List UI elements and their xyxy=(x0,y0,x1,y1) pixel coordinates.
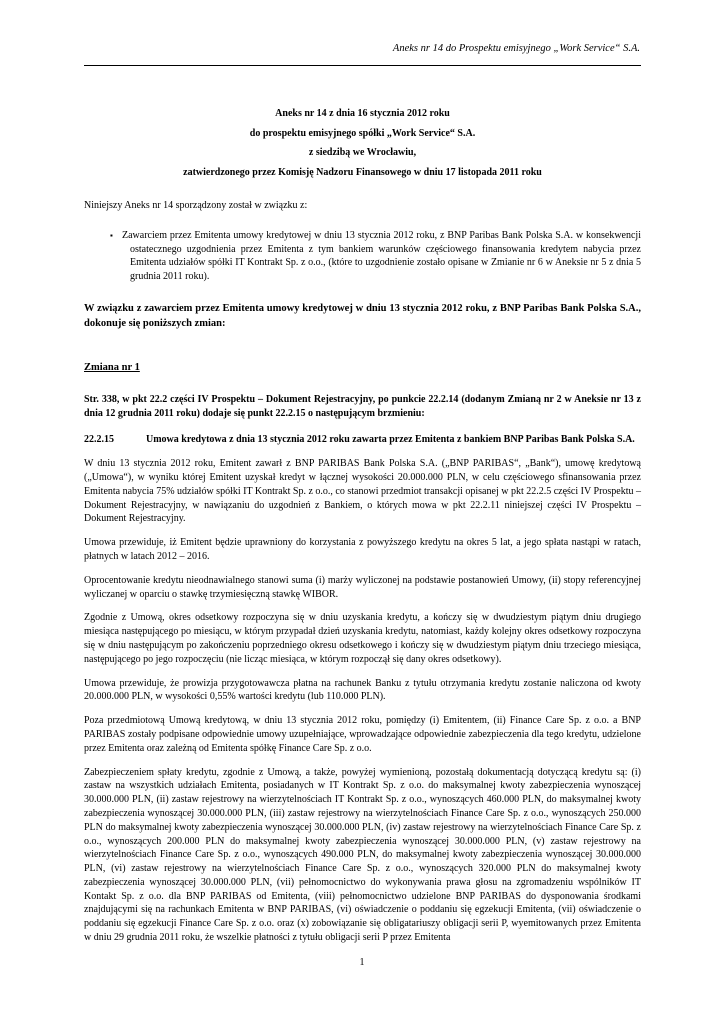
bullet-item xyxy=(84,229,641,284)
title-line-4: zatwierdzonego przez Komisję Nadzoru Finansowego w dniu 17 listopada 2011 roku xyxy=(183,166,542,178)
title-block xyxy=(84,104,641,182)
paragraph-2: Umowa przewiduje, iż Emitent będzie uprawniony do korzystania z powyższego kredytu na okres 5 lat, a jego spłata nastąpi w ratach, płatnych w latach 2012 – 2016. xyxy=(84,537,641,562)
changes-statement: W związku z zawarciem przez Emitenta umowy kredytowej w dniu 13 stycznia 2012 roku, z BNP Paribas Bank Polska S.A., dokonuje się poniższych zmian: xyxy=(84,302,641,329)
bullet-text: Zawarciem przez Emitenta umowy kredytowej w dniu 13 stycznia 2012 roku, z BNP Paribas Bank Polska S.A. w konsekwencji ostatecznego uzgodnienia przez Emitenta z tym bankiem warunków częściowego finansowania kredytem nabycia przez Emitenta udziałów spółki IT Kontrakt Sp. z o.o., (które to uzgodnienie zostało opisane w Zmianie nr 6 w Aneksie nr 5 z dnia 5 grudnia 2011 roku). xyxy=(122,229,641,283)
paragraph-3: Oprocentowanie kredytu nieodnawialnego stanowi suma (i) marży wyliczonej na podstawie postanowień Umowy, (ii) stopy referencyjnej wyliczanej w oparciu o stawkę trzymiesięczną stawkę WIBOR. xyxy=(84,574,641,600)
section-heading xyxy=(84,433,641,447)
square-bullet-icon: ▪ xyxy=(110,230,113,240)
paragraph-1: W dniu 13 stycznia 2012 roku, Emitent zawarł z BNP PARIBAS Bank Polska S.A. („BNP PARIBAS“, „Bank“), umowę kredytową („Umowa“), w wyniku której Emitent uzyskał kredyt w łącznej wysokości 20.000.000 PLN, w celu częściowego sfinansowania przez Emitenta nabycia 75% udziałów spółki IT Kontrakt Sp. z o.o., co stanowi przedmiot transakcji opisanej w pkt 22.2.5 części IV Prospektu – Dokument Rejestracyjny, w nawiązaniu do uzgodnień z Bankiem, o których mowa w pkt 22.2.11 niniejszej części IV Prospektu – Dokument Rejestracyjny. xyxy=(84,458,642,525)
intro-paragraph: Niniejszy Aneks nr 14 sporządzony został w związku z: xyxy=(84,200,308,211)
paragraph-6: Poza przedmiotową Umową kredytową, w dniu 13 stycznia 2012 roku, pomiędzy (i) Emitentem, (ii) Finance Care Sp. z o.o. a BNP PARIBAS zostały podpisane odpowiednie umowy uzupełniające, wprowadzające odpowiednie zabezpieczenia dla tego kredytu, udzielone przez Emitenta oraz zależną od Emitenta spółkę Finance Care Sp. z o.o. xyxy=(84,715,641,754)
header-rule xyxy=(84,65,641,66)
change-heading: Zmiana nr 1 xyxy=(84,361,140,373)
title-line-1: Aneks nr 14 z dnia 16 stycznia 2012 roku xyxy=(275,108,450,119)
section-title: Umowa kredytowa z dnia 13 stycznia 2012 roku zawarta przez Emitenta z bankiem BNP Paribas Bank Polska S.A. xyxy=(146,434,635,446)
running-header: Aneks nr 14 do Prospektu emisyjnego „Work Service“ S.A. xyxy=(392,43,640,54)
paragraph-4: Zgodnie z Umową, okres odsetkowy rozpoczyna się w dniu uzyskania kredytu, a kończy się w dwudziestym piątym dniu drugiego miesiąca następującego po miesiącu, w którym przypadał dzień uzyskania kredytu, natomiast, każdy kolejny okres odsetkowy rozpoczyna się w dniu następującym po zakończeniu poprzedniego okresu odsetkowego i kończy się w dwudziestym piątym dniu trzeciego miesiąca, następującego po jego rozpoczęciu (nie licząc miesiąca, w którym rozpoczął się dany okres odsetkowy). xyxy=(84,612,641,665)
section-number: 22.2.15 xyxy=(84,434,114,446)
paragraph-7: Zabezpieczeniem spłaty kredytu, zgodnie z Umową, a także, powyżej wymienioną, pozostałą dokumentacją dotyczącą kredytu są: (i) zastaw na wszystkich udziałach Emitenta, posiadanych w IT Kontrakt Sp. z o.o. do maksymalnej kwoty zabezpieczenia wynoszącej 30.000.000 PLN, (ii) zastaw rejestrowy na wierzytelnościach IT Kontrakt Sp. z o.o., wynoszących 460.000 PLN, do maksymalnej kwoty zabezpieczenia wynoszącej 30.000.000 PLN, (iii) zastaw rejestrowy na wierzytelnościach Finance Care Sp. z o.o., wynoszących 250.000 PLN do maksymalnej kwoty zabezpieczenia wynoszącej 30.000.000 PLN, (iv) zastaw rejestrowy na wierzytelnościach Finance Care Sp. z o.o., wynoszących 200.000 PLN do maksymalnej kwoty zabezpieczenia wynoszącej 30.000.000 PLN, (v) zastaw rejestrowy na wierzytelnościach Finance Care Sp. z o.o., wynoszących 490.000 PLN, do maksymalnej kwoty zabezpieczenia wynoszącej 30.000.000 PLN, (vi) zastaw rejestrowy na wierzytelnościach Finance Care Sp. z o.o., wynoszących 320.000 PLN do maksymalnej kwoty zabezpieczenia wynoszącej 30.000.000 PLN, (vii) pełnomocnictwo do wykonywania prawa głosu na zgromadzeniu wspólników IT Kontakt Sp. z o.o. dla BNP PARIBAS od Emitenta, (viii) pełnomocnictwo udzielone BNP PARIBAS do dysponowania środkami znajdującymi się na rachunkach Emitenta w BNP PARIBAS, (vi) oświadczenie o poddaniu się egzekucji Emitenta, (vii) oświadczenie o poddaniu się egzekucji Finance Care Sp. z o.o. oraz (x) zobowiązanie się obligatariuszy obligacji serii P, wyemitowanych przez Emitenta w dniu 29 grudnia 2011 roku, że wszelkie płatności z tytułu obligacji serii P przez Emitenta xyxy=(84,766,641,944)
document-body xyxy=(84,199,641,955)
change-location-paragraph: Str. 338, w pkt 22.2 części IV Prospektu – Dokument Rejestracyjny, po punkcie 22.2.14 (dodanym Zmianą nr 2 w Aneksie nr 13 z dnia 12 grudnia 2011 roku) dodaje się punkt 22.2.15 o następującym brzmieniu: xyxy=(84,393,641,419)
paragraph-5: Umowa przewiduje, że prowizja przygotowawcza płatna na rachunek Banku z tytułu otrzymania kredytu zostanie naliczona od kwoty 20.000.000 PLN, w wysokości 0,55% wartości kredytu (lub 110.000 PLN). xyxy=(84,677,641,703)
page-number: 1 xyxy=(359,957,365,968)
title-line-2: do prospektu emisyjnego spółki „Work Service“ S.A. xyxy=(249,127,476,139)
title-line-3: z siedzibą we Wrocławiu, xyxy=(308,147,417,158)
